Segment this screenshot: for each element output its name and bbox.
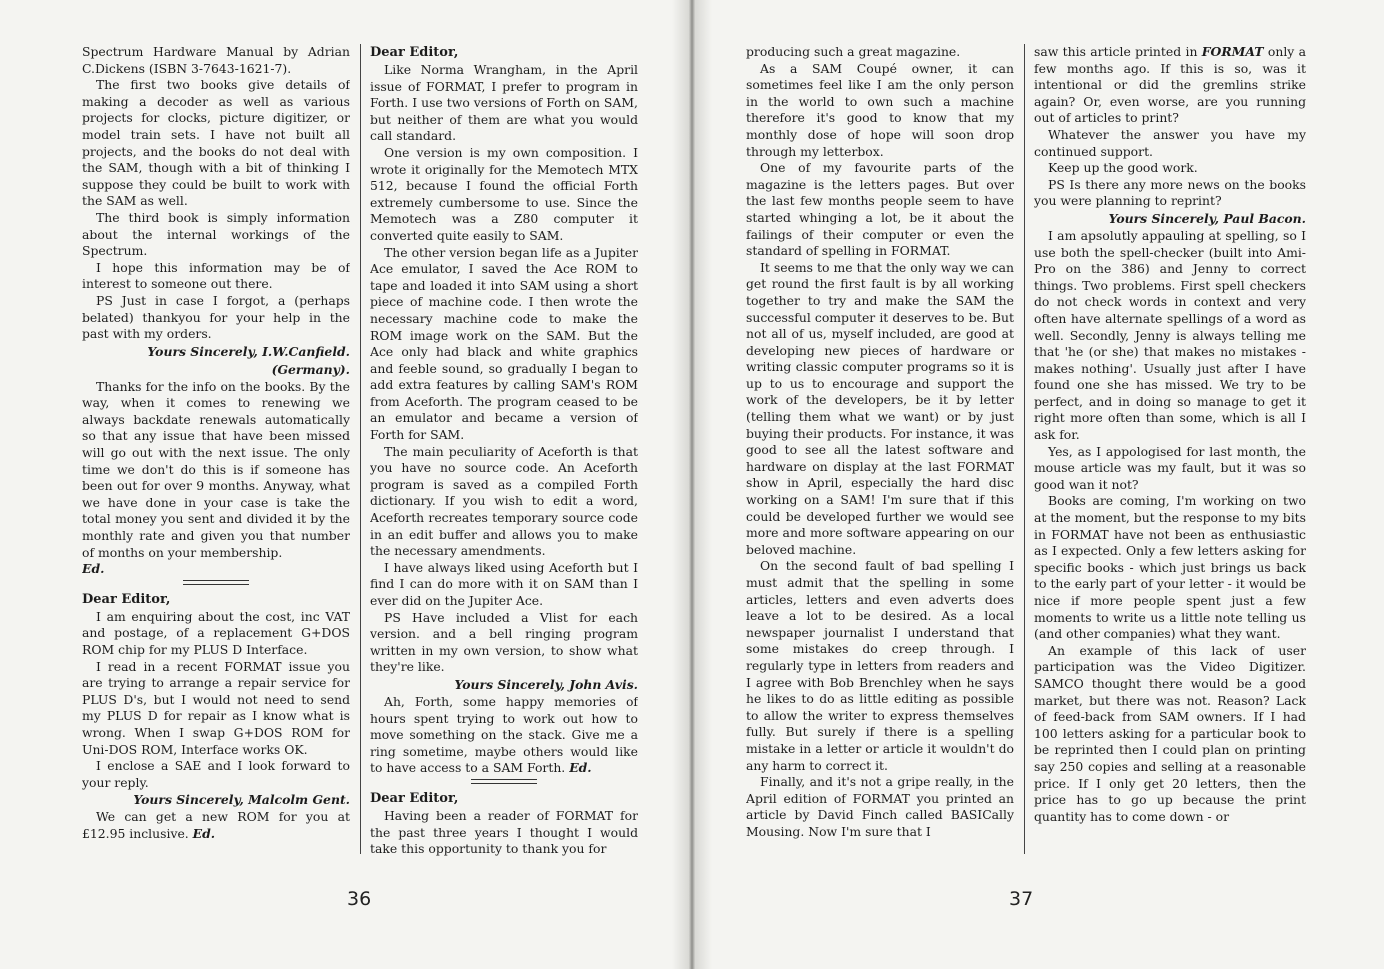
reply-text: We can get a new ROM for you at £12.95 inclusive. xyxy=(82,809,350,841)
divider xyxy=(471,779,537,784)
divider xyxy=(183,580,249,585)
format-name: FORMAT xyxy=(1201,44,1264,59)
paragraph: The other version began life as a Jupiter Ace emulator, I saved the Ace ROM to tape and loaded it into SAM using a short piece of machine code. I then wrote the necessary machine code to make the ROM image work on the SAM. But the Ace only had black and white graphics and feeble sound, so gradually I began to add extra features by calling SAM's ROM from Aceforth. The program ceased to be an emulator and became a version of Forth for SAM. xyxy=(370,244,638,443)
paragraph: The main peculiarity of Aceforth is that you have no source code. An Aceforth program is saved as a compiled Forth dictionary. If you wish to edit a word, Aceforth recreates temporary source code in an edit buffer and allows you to make the necessary amendments. xyxy=(370,443,638,559)
paragraph: On the second fault of bad spelling I must admit that the spelling in some articles, letters and even adverts does leave a lot to be desired. As a local newspaper journalist I understand that some mistakes do creep through. I regularly type in letters from readers and I agree with Bob Brenchley when he says he likes to do as little editing as possible to allow the writer to express themselves fully. But surely if there is a spelling mistake in a letter or article it wouldn't do any harm to correct it. xyxy=(746,558,1014,773)
paragraph: producing such a great magazine. xyxy=(746,44,961,59)
column-divider xyxy=(360,44,361,854)
signature-avis: Yours Sincerely, John Avis. xyxy=(454,676,638,692)
editor-mark xyxy=(82,561,350,578)
right-column-1 xyxy=(746,44,1014,841)
text-run: saw this article printed in xyxy=(1034,44,1198,59)
paragraph: PS Have included a Vlist for each version. and a bell ringing program written in my own version, to show what they're like. xyxy=(370,609,638,675)
column-divider xyxy=(1024,44,1025,854)
page-number: 37 xyxy=(1009,888,1034,910)
editor-reply: Books are coming, I'm working on two at the moment, but the response to my bits in FORMAT have not been as enthusiastic as I expected. Only a few letters asking for specific books - which just brings us back to the early part of your letter - it would be nice if more people spent just a few moments to write us a little note telling us (and other companies) what they want. xyxy=(1034,493,1306,642)
paragraph: I enclose a SAE and I look forward to your reply. xyxy=(82,758,350,790)
editor-reply: I am apsolutly appauling at spelling, so I use both the spell-checker (built into Ami-Pro on the 386) and Jenny to correct things. Two problems. First spell checkers do not check words in context and very often have alternate spellings of a word as well. Secondly, Jenny is always telling me that 'he (or she) that makes no mistakes - makes nothing'. Usually just after I have found one she has missed. We try to be perfect, and in doing so manage to get it right more often than some, which is all I ask for. xyxy=(1034,227,1306,443)
editor-reply xyxy=(82,809,350,842)
paragraph: Spectrum Hardware Manual by Adrian C.Dickens (ISBN 3-7643-1621-7). xyxy=(82,44,350,76)
letter-heading: Dear Editor, xyxy=(370,790,459,806)
paragraph: PS Just in case I forgot, a (perhaps belated) thankyou for your help in the past with my orders. xyxy=(82,292,350,342)
signature-country: (Germany). xyxy=(271,361,350,377)
letter-heading: Dear Editor, xyxy=(82,591,171,607)
paragraph: One of my favourite parts of the magazine is the letters pages. But over the last few months people seem to have started whinging a lot, be it about the failings of their computer or even the standard of spelling in FORMAT. xyxy=(746,160,1014,259)
signature-gent: Yours Sincerely, Malcolm Gent. xyxy=(133,792,350,808)
left-column-2 xyxy=(370,44,638,858)
text-run: only a few months ago. If this is so, was it intentional or did the gremlins strike again? Or, even worse, are you running out of articles to print? xyxy=(1034,44,1306,126)
paragraph: I have always liked using Aceforth but I find I can do more with it on SAM than I ever did on the Jupiter Ace. xyxy=(370,559,638,608)
paragraph: As a SAM Coupé owner, it can sometimes feel like I am the only person in the world to own such a machine therefore it's good to know that my monthly dose of hope will soon drop through my letterbox. xyxy=(746,60,1014,159)
paragraph: I am enquiring about the cost, inc VAT and postage, of a replacement G+DOS ROM chip for my PLUS D Interface. xyxy=(82,608,350,657)
paragraph: Finally, and it's not a gripe really, in the April edition of FORMAT you printed an article by David Finch called BASICally Mousing. Now I'm sure that I xyxy=(746,774,1014,839)
paragraph: Having been a reader of FORMAT for the past three years I thought I would take this opportunity to thank you for xyxy=(370,807,638,857)
reply-text: Thanks for the info on the books. By the way, when it comes to renewing we always backdate renewals automatically so that any issue that have been missed will go out with the next issue. The only time we don't do this is if someone has been out for over 9 months. Anyway, what we have done in your case is take the total money you sent and divided it by the monthly rate and given you that number of months on your membership. xyxy=(82,378,350,560)
right-page xyxy=(698,0,1384,969)
paragraph: Keep up the good work. xyxy=(1048,160,1198,176)
letter-heading: Dear Editor, xyxy=(370,45,459,60)
paragraph: The first two books give details of making a decoder as well as various projects for clocks, picture digitizer, or model train sets. I have not built all projects, and the books do not deal with the SAM, though with a bit of thinking I suppose they could be built to work with the SAM as well. xyxy=(82,77,350,209)
ed-label: Ed. xyxy=(192,825,216,841)
left-page xyxy=(0,0,686,969)
paragraph: Whatever the answer you have my continued support. xyxy=(1034,126,1306,159)
reply-text: Ah, Forth, some happy memories of hours spent trying to work out how to move something on the stack. Give me a ring sometime, maybe others would like to have access to a SAM Forth. xyxy=(370,693,638,776)
paragraph: I hope this information may be of interest to someone out there. xyxy=(82,259,350,292)
right-column-2 xyxy=(1034,44,1306,825)
editor-reply: Yes, as I appologised for last month, the mouse article was my fault, but it was so good wan it not? xyxy=(1034,443,1306,492)
paragraph: The third book is simply information about the internal workings of the Spectrum. xyxy=(82,209,350,259)
page-number: 36 xyxy=(347,888,372,910)
ed-label: Ed. xyxy=(569,760,592,776)
signature-bacon: Yours Sincerely, Paul Bacon. xyxy=(1108,210,1306,226)
paragraph: It seems to me that the only way we can get round the first fault is by all working together to try and make the SAM the successful computer it deserves to be. But not all of us, myself included, are good at developing new pieces of hardware or writing classic computer programs so it is up to us to encourage and support the work of the developers, be it by letter (telling them what we want) or by just buying their products. For instance, it was good to see all the latest software and hardware on display at the last FORMAT show in April, especially the hard disc working on a SAM! I'm sure that if this could be developed further we would see more and more software appearing on our beloved machine. xyxy=(746,259,1014,557)
editor-reply xyxy=(82,379,350,562)
left-column-1 xyxy=(82,44,350,843)
paragraph: I read in a recent FORMAT issue you are trying to arrange a repair service for PLUS D's, but I would not need to send my PLUS D for repair as I know what is wrong. When I swap G+DOS ROM for Uni-DOS ROM, Interface works OK. xyxy=(82,658,350,757)
ed-label: Ed. xyxy=(82,561,105,577)
paragraph: Like Norma Wrangham, in the April issue of FORMAT, I prefer to program in Forth. I use two versions of Forth on SAM, but neither of them are what you would call standard. xyxy=(370,62,638,144)
signature-canfield: Yours Sincerely, I.W.Canfield. xyxy=(147,343,350,359)
editor-reply xyxy=(370,694,638,777)
paragraph xyxy=(1034,44,1306,127)
paragraph: One version is my own composition. I wrote it originally for the Memotech MTX 512, because I found the official Forth extremely cumbersome to use. Since the Memotech was a Z80 computer it converted quite easily to SAM. xyxy=(370,144,638,243)
editor-reply: An example of this lack of user participation was the Video Digitizer. SAMCO thought there would be a good market, but there was not. Reason? Lack of feed-back from SAM owners. If I had 100 letters asking for a particular book to be reprinted then I could plan on printing say 250 copies and selling at a reasonable price. If I only get 20 letters, then the price has to go up because the print quantity has to come down - or xyxy=(1034,642,1306,824)
paragraph: PS Is there any more news on the books you were planning to reprint? xyxy=(1034,176,1306,209)
